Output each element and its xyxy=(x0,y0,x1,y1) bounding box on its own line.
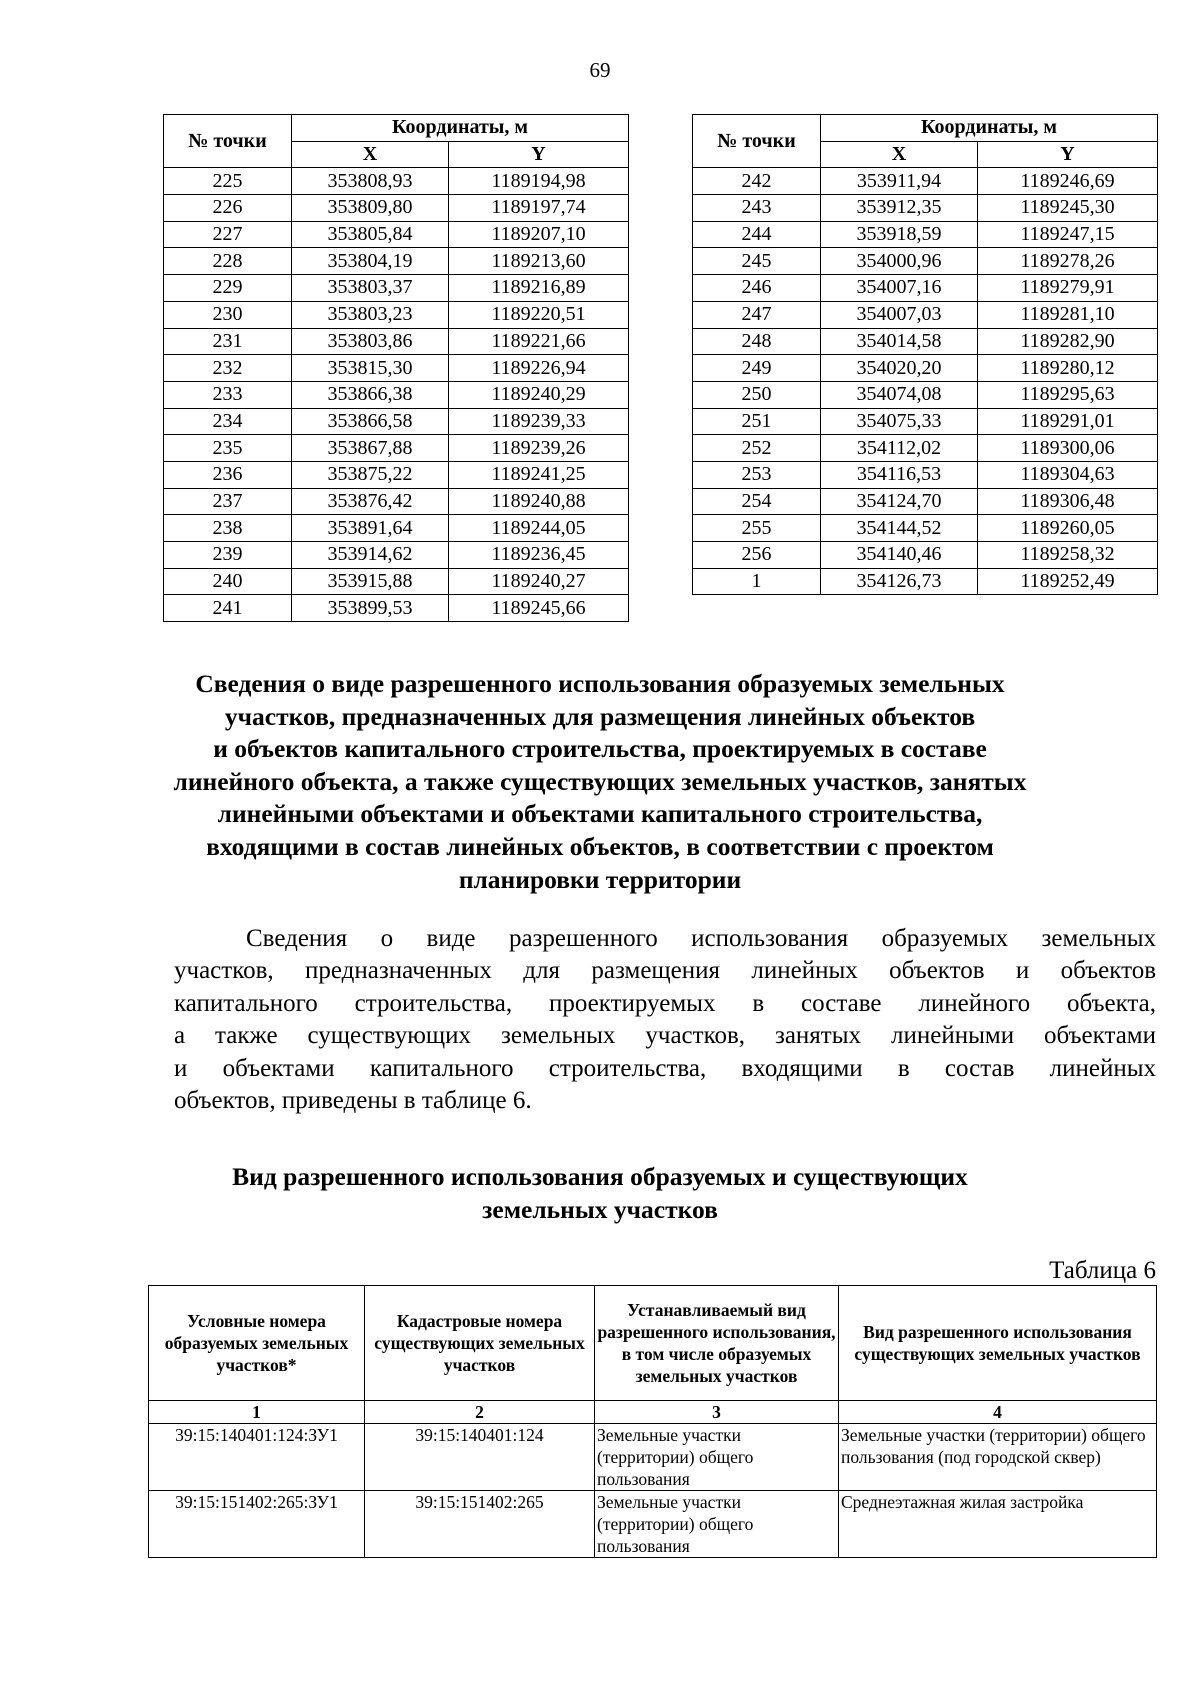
table-row xyxy=(149,1491,1157,1558)
point-number-cell: 239 xyxy=(164,542,292,569)
table-row xyxy=(164,221,629,248)
x-header: X xyxy=(292,141,449,168)
y-coordinate-cell: 1189245,30 xyxy=(978,195,1158,222)
y-coordinate-cell: 1189300,06 xyxy=(978,435,1158,462)
table-row xyxy=(164,435,629,462)
y-coordinate-cell: 1189258,32 xyxy=(978,542,1158,569)
y-coordinate-cell: 1189291,01 xyxy=(978,408,1158,435)
section-heading-line: линейными объектами и объектами капитального строительства, xyxy=(217,799,983,829)
section-heading-line: и объектов капитального строительства, проектируемых в составе xyxy=(213,734,987,764)
x-coordinate-cell: 354126,73 xyxy=(821,568,978,595)
table-row xyxy=(693,221,1158,248)
table-row xyxy=(693,381,1158,408)
point-number-cell: 244 xyxy=(693,221,821,248)
section-heading xyxy=(130,668,1070,896)
y-coordinate-cell: 1189244,05 xyxy=(449,515,629,542)
column-number: 1 xyxy=(149,1401,365,1424)
table-row xyxy=(693,542,1158,569)
x-coordinate-cell: 353914,62 xyxy=(292,542,449,569)
point-number-cell: 249 xyxy=(693,355,821,382)
y-coordinate-cell: 1189279,91 xyxy=(978,275,1158,302)
existing-use-type: Земельные участки (территории) общего пользования (под городской сквер) xyxy=(839,1424,1157,1491)
column-number: 3 xyxy=(595,1401,839,1424)
x-coordinate-cell: 353866,58 xyxy=(292,408,449,435)
table-heading-line: земельных участков xyxy=(482,1194,718,1224)
intro-paragraph xyxy=(174,923,1156,1117)
coordinates-table-left-body xyxy=(164,168,629,622)
table-row xyxy=(693,275,1158,302)
point-number-cell: 245 xyxy=(693,248,821,275)
table-row xyxy=(164,381,629,408)
table-row xyxy=(164,515,629,542)
point-number-cell: 236 xyxy=(164,461,292,488)
column-number: 4 xyxy=(839,1401,1157,1424)
point-number-cell: 243 xyxy=(693,195,821,222)
table-label: Таблица 6 xyxy=(1049,1257,1156,1284)
y-coordinate-cell: 1189221,66 xyxy=(449,328,629,355)
paragraph-line: капитального строительства, проектируемых в составе линейного объекта, xyxy=(174,989,1156,1017)
paragraph-line: Сведения о виде разрешенного использования образуемых земельных xyxy=(246,925,1156,952)
x-coordinate-cell: 353804,19 xyxy=(292,248,449,275)
y-coordinate-cell: 1189260,05 xyxy=(978,515,1158,542)
point-number-cell: 238 xyxy=(164,515,292,542)
point-number-cell: 250 xyxy=(693,381,821,408)
point-number-cell: 229 xyxy=(164,275,292,302)
x-coordinate-cell: 353899,53 xyxy=(292,595,449,622)
paragraph-line: участков, предназначенных для размещения линейных объектов и объектов xyxy=(174,957,1156,985)
point-number-cell: 230 xyxy=(164,301,292,328)
x-coordinate-cell: 353876,42 xyxy=(292,488,449,515)
section-heading-line: планировки территории xyxy=(458,864,742,894)
x-coordinate-cell: 353803,86 xyxy=(292,328,449,355)
section-heading-line: Сведения о виде разрешенного использования образуемых земельных xyxy=(195,669,1005,698)
table-row xyxy=(164,568,629,595)
table-row xyxy=(164,275,629,302)
table-row xyxy=(164,355,629,382)
table-row xyxy=(693,168,1158,195)
y-coordinate-cell: 1189239,26 xyxy=(449,435,629,462)
x-coordinate-cell: 354075,33 xyxy=(821,408,978,435)
x-coordinate-cell: 353803,37 xyxy=(292,275,449,302)
table-row xyxy=(693,355,1158,382)
y-coordinate-cell: 1189240,88 xyxy=(449,488,629,515)
point-number-cell: 240 xyxy=(164,568,292,595)
table-row xyxy=(164,408,629,435)
y-coordinate-cell: 1189240,29 xyxy=(449,381,629,408)
table-row xyxy=(164,301,629,328)
table-row xyxy=(693,408,1158,435)
table-row xyxy=(693,435,1158,462)
x-coordinate-cell: 354144,52 xyxy=(821,515,978,542)
table-row xyxy=(149,1424,1157,1491)
point-number-cell: 242 xyxy=(693,168,821,195)
point-number-cell: 237 xyxy=(164,488,292,515)
paragraph-line: и объектами капитального строительства, входящими в состав линейных xyxy=(174,1054,1156,1082)
table-row xyxy=(693,195,1158,222)
x-coordinate-cell: 354124,70 xyxy=(821,488,978,515)
point-number-cell: 226 xyxy=(164,195,292,222)
x-coordinate-cell: 354007,16 xyxy=(821,275,978,302)
paragraph-line: объектов, приведены в таблице 6. xyxy=(174,1087,532,1115)
x-coordinate-cell: 353805,84 xyxy=(292,221,449,248)
page-number: 69 xyxy=(589,58,611,82)
paragraph-line: а также существующих земельных участков, занятых линейными объектами xyxy=(174,1022,1156,1050)
y-coordinate-cell: 1189226,94 xyxy=(449,355,629,382)
y-coordinate-cell: 1189197,74 xyxy=(449,195,629,222)
x-coordinate-cell: 353911,94 xyxy=(821,168,978,195)
coordinates-header: Координаты, м xyxy=(292,115,629,142)
point-number-cell: 1 xyxy=(693,568,821,595)
table-row xyxy=(164,328,629,355)
point-number-cell: 246 xyxy=(693,275,821,302)
land-use-header-2: Кадастровые номера существующих земельных участков xyxy=(365,1286,595,1401)
table-row xyxy=(693,461,1158,488)
point-number-cell: 251 xyxy=(693,408,821,435)
column-number: 2 xyxy=(365,1401,595,1424)
table-row xyxy=(164,195,629,222)
point-number-cell: 231 xyxy=(164,328,292,355)
y-coordinate-cell: 1189240,27 xyxy=(449,568,629,595)
point-number-cell: 234 xyxy=(164,408,292,435)
point-number-cell: 252 xyxy=(693,435,821,462)
point-number-cell: 232 xyxy=(164,355,292,382)
y-coordinate-cell: 1189216,89 xyxy=(449,275,629,302)
y-coordinate-cell: 1189282,90 xyxy=(978,328,1158,355)
land-use-header-3: Устанавливаемый вид разрешенного использования, в том числе образуемых земельных участков xyxy=(595,1286,839,1401)
conditional-plot-number: 39:15:151402:265:ЗУ1 xyxy=(149,1491,365,1558)
y-header: Y xyxy=(978,141,1158,168)
conditional-plot-number: 39:15:140401:124:ЗУ1 xyxy=(149,1424,365,1491)
table-row xyxy=(693,568,1158,595)
x-coordinate-cell: 354000,96 xyxy=(821,248,978,275)
cadastral-number: 39:15:140401:124 xyxy=(365,1424,595,1491)
y-coordinate-cell: 1189295,63 xyxy=(978,381,1158,408)
y-coordinate-cell: 1189280,12 xyxy=(978,355,1158,382)
x-coordinate-cell: 353867,88 xyxy=(292,435,449,462)
y-coordinate-cell: 1189241,25 xyxy=(449,461,629,488)
point-number-cell: 228 xyxy=(164,248,292,275)
y-coordinate-cell: 1189236,45 xyxy=(449,542,629,569)
table-row xyxy=(164,461,629,488)
y-coordinate-cell: 1189252,49 xyxy=(978,568,1158,595)
table-row xyxy=(693,515,1158,542)
y-coordinate-cell: 1189245,66 xyxy=(449,595,629,622)
land-use-header-4: Вид разрешенного использования существующих земельных участков xyxy=(839,1286,1157,1401)
point-number-cell: 256 xyxy=(693,542,821,569)
point-number-header: № точки xyxy=(693,115,821,168)
point-number-cell: 227 xyxy=(164,221,292,248)
table-row xyxy=(164,542,629,569)
y-coordinate-cell: 1189281,10 xyxy=(978,301,1158,328)
y-coordinate-cell: 1189213,60 xyxy=(449,248,629,275)
coordinates-table-left xyxy=(163,114,629,622)
point-number-cell: 235 xyxy=(164,435,292,462)
x-coordinate-cell: 354007,03 xyxy=(821,301,978,328)
x-coordinate-cell: 354112,02 xyxy=(821,435,978,462)
x-coordinate-cell: 353866,38 xyxy=(292,381,449,408)
table-row xyxy=(164,595,629,622)
table-row xyxy=(693,301,1158,328)
section-heading-line: участков, предназначенных для размещения линейных объектов xyxy=(224,701,976,731)
table-row xyxy=(164,168,629,195)
x-header: X xyxy=(821,141,978,168)
point-number-cell: 255 xyxy=(693,515,821,542)
coordinates-table-right xyxy=(692,114,1158,595)
table-row xyxy=(693,488,1158,515)
table-heading-line: Вид разрешенного использования образуемых и существующих xyxy=(232,1162,968,1191)
section-heading-line: входящими в состав линейных объектов, в соответствии с проектом xyxy=(206,831,994,861)
x-coordinate-cell: 353891,64 xyxy=(292,515,449,542)
point-number-cell: 233 xyxy=(164,381,292,408)
coordinates-table-right-body xyxy=(693,168,1158,595)
x-coordinate-cell: 354140,46 xyxy=(821,542,978,569)
table-heading xyxy=(130,1161,1070,1226)
x-coordinate-cell: 354116,53 xyxy=(821,461,978,488)
x-coordinate-cell: 354014,58 xyxy=(821,328,978,355)
x-coordinate-cell: 353912,35 xyxy=(821,195,978,222)
y-coordinate-cell: 1189247,15 xyxy=(978,221,1158,248)
x-coordinate-cell: 353875,22 xyxy=(292,461,449,488)
x-coordinate-cell: 354074,08 xyxy=(821,381,978,408)
point-number-cell: 254 xyxy=(693,488,821,515)
land-use-header-1: Условные номера образуемых земельных участков* xyxy=(149,1286,365,1401)
point-number-cell: 241 xyxy=(164,595,292,622)
existing-use-type: Среднеэтажная жилая застройка xyxy=(839,1491,1157,1558)
coordinates-header: Координаты, м xyxy=(821,115,1158,142)
section-heading-line: линейного объекта, а также существующих земельных участков, занятых xyxy=(173,766,1027,796)
table-row xyxy=(693,248,1158,275)
y-coordinate-cell: 1189246,69 xyxy=(978,168,1158,195)
y-coordinate-cell: 1189194,98 xyxy=(449,168,629,195)
y-coordinate-cell: 1189239,33 xyxy=(449,408,629,435)
table-row xyxy=(693,328,1158,355)
point-number-cell: 225 xyxy=(164,168,292,195)
point-number-header: № точки xyxy=(164,115,292,168)
cadastral-number: 39:15:151402:265 xyxy=(365,1491,595,1558)
y-header: Y xyxy=(449,141,629,168)
established-use-type: Земельные участки (территории) общего пользования xyxy=(595,1424,839,1491)
x-coordinate-cell: 353815,30 xyxy=(292,355,449,382)
table-row xyxy=(164,488,629,515)
x-coordinate-cell: 353803,23 xyxy=(292,301,449,328)
table-row xyxy=(164,248,629,275)
x-coordinate-cell: 354020,20 xyxy=(821,355,978,382)
x-coordinate-cell: 353808,93 xyxy=(292,168,449,195)
y-coordinate-cell: 1189207,10 xyxy=(449,221,629,248)
y-coordinate-cell: 1189220,51 xyxy=(449,301,629,328)
y-coordinate-cell: 1189306,48 xyxy=(978,488,1158,515)
established-use-type: Земельные участки (территории) общего пользования xyxy=(595,1491,839,1558)
point-number-cell: 253 xyxy=(693,461,821,488)
point-number-cell: 247 xyxy=(693,301,821,328)
y-coordinate-cell: 1189278,26 xyxy=(978,248,1158,275)
point-number-cell: 248 xyxy=(693,328,821,355)
land-use-table xyxy=(148,1285,1157,1558)
x-coordinate-cell: 353809,80 xyxy=(292,195,449,222)
x-coordinate-cell: 353915,88 xyxy=(292,568,449,595)
y-coordinate-cell: 1189304,63 xyxy=(978,461,1158,488)
x-coordinate-cell: 353918,59 xyxy=(821,221,978,248)
